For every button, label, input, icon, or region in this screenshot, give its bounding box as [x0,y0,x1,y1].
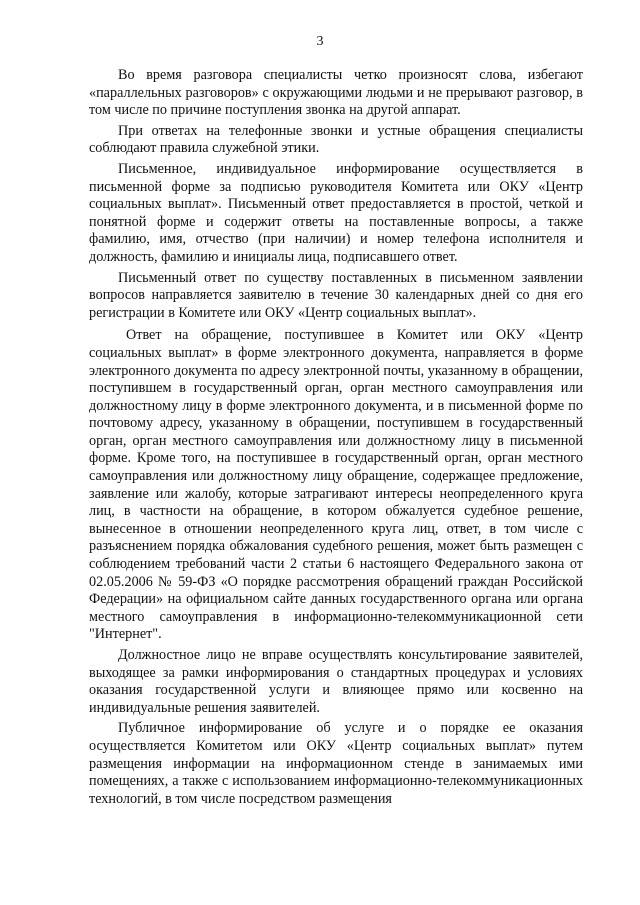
paragraph-written-answer-deadline: Письменный ответ по существу поставленных в письменном заявлении вопросов направляется заявителю в течение 30 календарных дней со дня его регистрации в Комитете или ОКУ «Центр социальных выплат». [89,269,583,321]
paragraph-phone-conversation: Во время разговора специалисты четко произносят слова, избегают «параллельных разговоров» с окружающими людьми и не прерывают разговор, в том числе по причине поступления звонка на другой аппарат. [89,67,583,119]
paragraph-electronic-appeal-answer: Ответ на обращение, поступившее в Комитет или ОКУ «Центр социальных выплат» в форме электронного документа, направляется в форме электронного документа по адресу электронной почты, указанному в обращении, поступившем в государственный орган, орган местного самоуправления или должностному лицу в форме электронного документа, и в письменной форме по почтовому адресу, указанному в обращении, поступившем в государственный орган, орган местного самоуправления или должностному лицу в письменной форме. Кроме того, на поступившее в государственный орган, орган местного самоуправления или должностному лицу обращение, содержащее предложение, заявление или жалобу, которые затрагивают интересы неопределенного круга лиц, в частности на обращение, в котором обжалуется судебное решение, вынесенное в отношении неопределенного круга лиц, ответ, в том числе с разъяснением порядка обжалования судебного решения, может быть размещен с соблюдением требований части 2 статьи 6 настоящего Федерального закона от 02.05.2006 № 59-ФЗ «О порядке рассмотрения обращений граждан Российской Федерации» на официальном сайте данных государственного органа или органа местного самоуправления в информационно-телекоммуникационной сети "Интернет". [89,327,583,643]
page-number: 3 [316,34,324,49]
paragraph-written-informing: Письменное, индивидуальное информирование осуществляется в письменной форме за подписью руководителя Комитета или ОКУ «Центр социальных выплат». Письменный ответ предоставляется в простой, четкой и понятной форме и содержит ответы на поставленные вопросы, а также фамилию, имя, отчество (при наличии) и номер телефона исполнителя и должность, фамилию и инициалы лица, подписавшего ответ. [89,160,583,265]
document-body [89,67,583,808]
paragraph-official-restrictions: Должностное лицо не вправе осуществлять консультирование заявителей, выходящее за рамки информирования о стандартных процедурах и условиях оказания государственной услуги и влияющее прямо или косвенно на индивидуальные решения заявителей. [89,647,583,716]
paragraph-public-informing: Публичное информирование об услуге и о порядке ее оказания осуществляется Комитетом или ОКУ «Центр социальных выплат» путем размещения информации на информационном стенде в занимаемых ими помещениях, а также с использованием информационно-телекоммуникационных технологий, в том числе посредством размещения [89,720,583,807]
paragraph-service-ethics: При ответах на телефонные звонки и устные обращения специалисты соблюдают правила служебной этики. [89,122,583,157]
